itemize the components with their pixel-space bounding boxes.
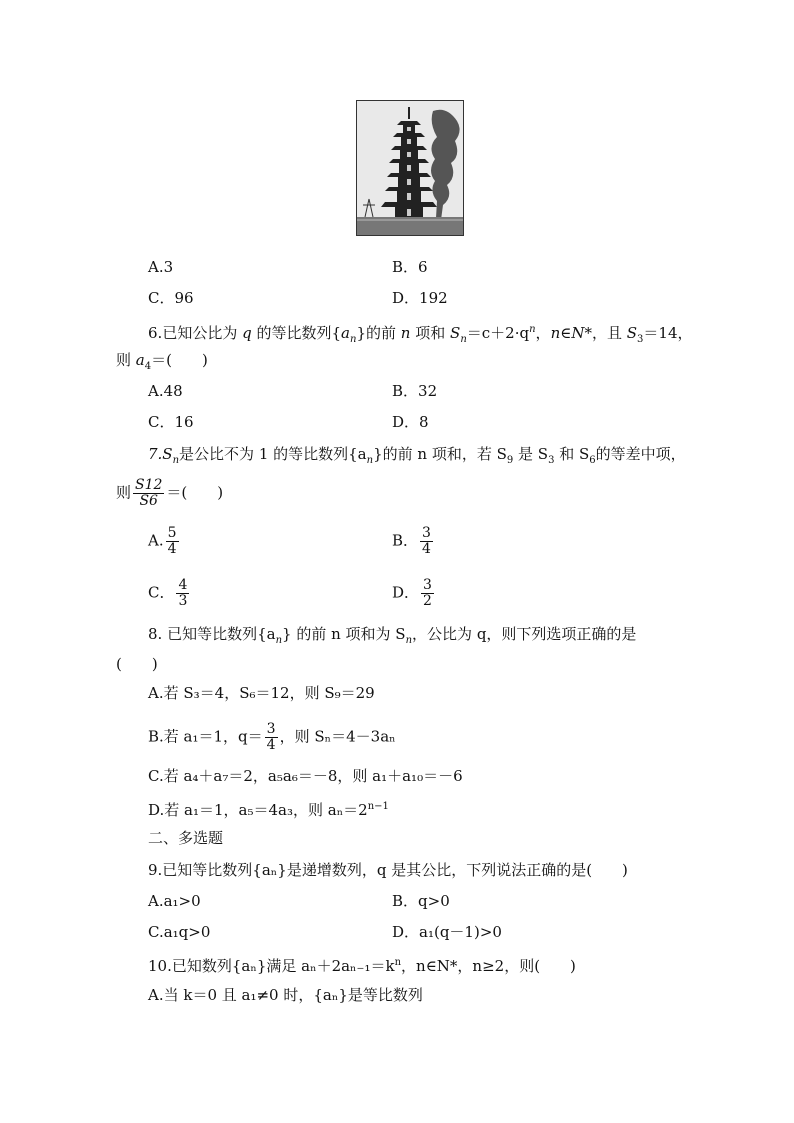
q8-option-c: C.若 a₄＋a₇＝2，a₅a₆＝－8，则 a₁＋a₁₀＝－6 (148, 767, 463, 785)
pagoda-illustration (356, 100, 464, 236)
section-heading: 二、多选题 (148, 829, 224, 847)
q9-option-a: A.a₁>0 (148, 892, 201, 910)
q8-option-d: D.若 a₁＝1，a₅＝4a₃，则 $a_n=2^{n-1}$ (148, 801, 389, 819)
q7-option-d: D． $\frac{3}{2}$ (392, 577, 432, 609)
q7-option-b: B． $\frac{3}{4}$ (392, 525, 431, 557)
q10-option-a: A.当 k＝0 且 a₁≠0 时，{aₙ}是等比数列 (148, 986, 423, 1004)
q6-option-b: B．32 (392, 382, 438, 400)
q7-stem: $7.S_n$是公比不为 1 的等比数列$\{a_n\}$的前 n 项和，若 $S_9$ 是 $S_3$ 和 $S_6$的等差中项， (148, 445, 686, 466)
q9-stem: 9.已知等比数列{aₙ}是递增数列，q 是其公比，下列说法正确的是( ) (148, 861, 628, 879)
q10-stem: 10.已知数列{aₙ}满足 $a_n+2a_{n-1}=k^n$，n∈N*，n≥2，则( ) (148, 957, 576, 975)
q8-option-a: A.若 S₃＝4，S₆＝12，则 S₉＝29 (148, 684, 375, 702)
q5-option-c: C．96 (148, 289, 194, 307)
q6-option-c: C．16 (148, 413, 194, 431)
q6-stem: 6.已知公比为 q 的等比数列$\{a_n\}$的前 n 项和 $S_n=c+2\cdot q^n$，n∈N*，且 $S_3=14$， (148, 324, 693, 345)
q8-stem-line2: ( ) (116, 655, 158, 673)
q6-option-a: A.48 (148, 382, 183, 400)
q9-option-b: B．q>0 (392, 892, 450, 910)
q5-option-a: A.3 (148, 258, 174, 276)
q9-option-d: D．a₁(q－1)>0 (392, 923, 502, 941)
q6-option-d: D．8 (392, 413, 429, 431)
q8-stem: 8. 已知等比数列$\{a_n\}$ 的前 n 项和为 $S_n$，公比为 q，则下列选项正确的是 (148, 625, 637, 646)
q7-stem-line2: 则 $\frac{S12}{S6}$ ＝( ) (116, 477, 224, 509)
q5-option-b: B．6 (392, 258, 428, 276)
q9-option-c: C.a₁q>0 (148, 923, 211, 941)
q7-option-c: C． $\frac{4}{3}$ (148, 577, 188, 609)
q6-stem-line2: 则 $a_4=$( ) (116, 351, 208, 372)
q5-option-d: D．192 (392, 289, 448, 307)
q8-option-b: B.若 a₁＝1，q＝ $\frac{3}{4}$ ，则 Sₙ＝4－3aₙ (148, 721, 396, 753)
q7-option-a: A. $\frac{5}{4}$ (148, 525, 177, 557)
